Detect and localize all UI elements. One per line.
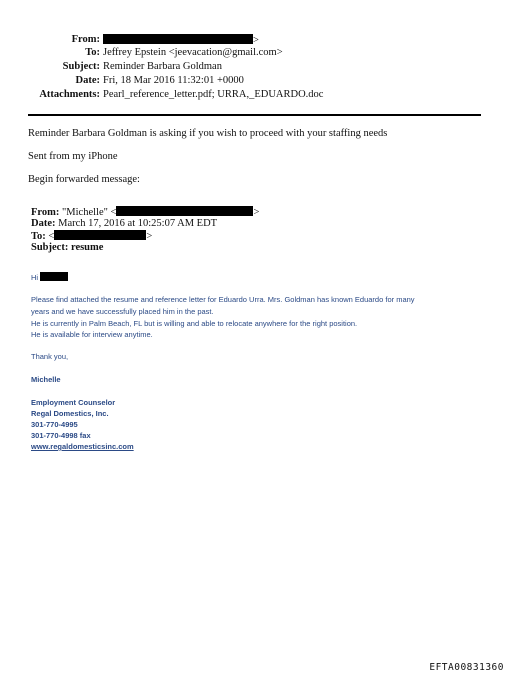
greeting-line: [31, 272, 68, 282]
signature-title: Employment Counselor: [31, 398, 116, 407]
header-date-value: Fri, 18 Mar 2016 11:32:01 +0000: [103, 75, 244, 86]
redaction-box: [54, 230, 146, 240]
forwarded-subject-label: Subject:: [31, 242, 69, 253]
forwarded-to-label: To:: [31, 231, 46, 242]
forwarded-from-value: "Michelle" <: [62, 207, 117, 218]
forwarded-date-value: March 17, 2016 at 10:25:07 AM EDT: [58, 218, 218, 229]
header-subject-value: Reminder Barbara Goldman: [103, 61, 222, 72]
forwarded-subject-value: resume: [70, 242, 104, 253]
forwarded-to-value: <: [48, 231, 55, 242]
header-attachments-label: Attachments:: [39, 89, 100, 100]
header-divider: [28, 114, 481, 116]
header-attachments-value: Pearl_reference_letter.pdf; URRA,_EDUARDO.doc: [103, 89, 324, 100]
redaction-box: [116, 206, 253, 216]
redaction-box: [103, 34, 253, 44]
body-line-4: He is available for interview anytime.: [31, 330, 153, 339]
sender-name: Michelle: [31, 375, 61, 384]
signature-fax: 301-770-4998 fax: [31, 431, 91, 440]
forwarded-from-tail: >: [253, 207, 260, 218]
redaction-box: [40, 272, 68, 281]
body-line-3: He is currently in Palm Beach, FL but is willing and able to relocate anywhere for the right position.: [31, 319, 358, 328]
header-from-tail: >: [253, 35, 259, 46]
forwarded-subject-row: [31, 242, 103, 254]
forwarded-to-tail: >: [146, 231, 153, 242]
forwarded-from-label: From:: [31, 207, 60, 218]
message-line-3: Begin forwarded message:: [28, 174, 140, 185]
message-line-1: Reminder Barbara Goldman is asking if you wish to proceed with your staffing needs: [28, 128, 388, 139]
thanks-line: Thank you,: [31, 352, 69, 361]
header-to-label: To:: [85, 47, 100, 58]
forwarded-date-row: [31, 218, 217, 230]
signature-company: Regal Domestics, Inc.: [31, 409, 109, 418]
header-date-label: Date:: [75, 75, 100, 86]
forwarded-date-label: Date:: [31, 218, 56, 229]
greeting: Hi: [31, 273, 39, 282]
header-from-value: [103, 34, 259, 47]
header-to-value: Jeffrey Epstein <jeevacation@gmail.com>: [103, 47, 283, 58]
bates-number: EFTA00831360: [429, 662, 504, 673]
signature-website-link[interactable]: www.regaldomesticsinc.com: [31, 442, 134, 451]
header-from-label: From:: [71, 34, 100, 45]
message-line-2: Sent from my iPhone: [28, 151, 118, 162]
signature-phone: 301-770-4995: [31, 420, 78, 429]
header-subject-label: Subject:: [62, 61, 100, 72]
body-line-2: years and we have successfully placed him in the past.: [31, 307, 214, 316]
body-line-1: Please find attached the resume and reference letter for Eduardo Urra. Mrs. Goldman has known Eduardo for many: [31, 295, 415, 304]
